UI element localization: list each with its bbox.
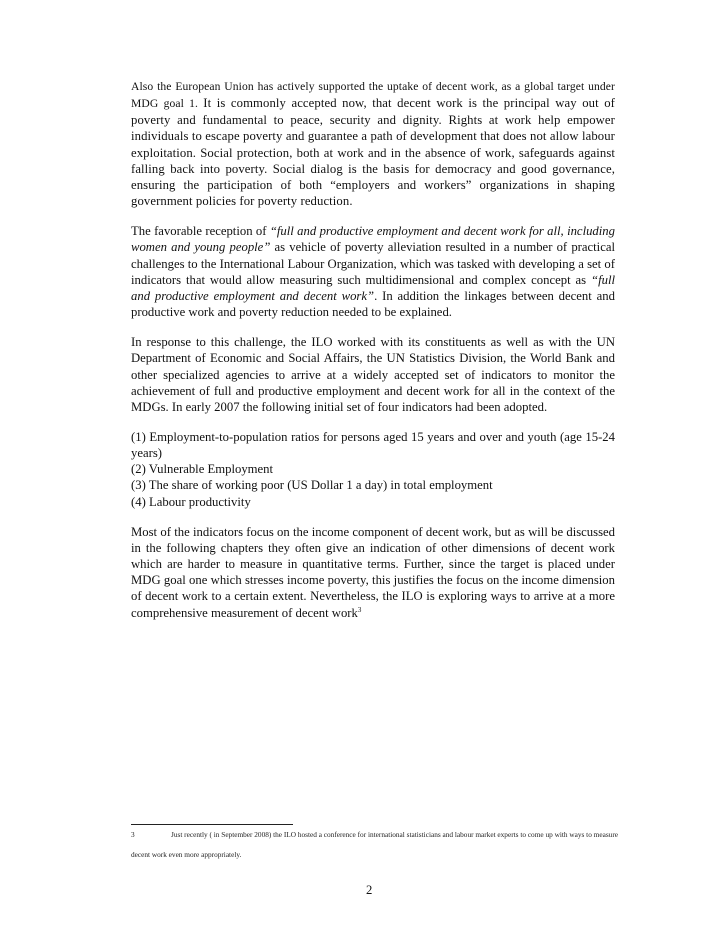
footnote-text: Just recently ( in September 2008) the ILO hosted a conference for international statisticians and labour market experts to come up with ways to measure decent work even more appropriately. xyxy=(131,830,618,859)
paragraph-text: Also the European Union has actively supported the uptake of decent work, as a global target under MDG goal 1. xyxy=(131,80,615,111)
list-item: (2) Vulnerable Employment xyxy=(131,462,274,477)
footnote xyxy=(131,825,631,865)
list-item: (4) Labour productivity xyxy=(131,494,251,509)
paragraph-favorable-reception xyxy=(131,223,615,320)
paragraph-text: It is commonly accepted now, that decent work is the principal way out of poverty and fundamental to peace, security and dignity. Rights at work help empower individuals to escape poverty and guarantee a path of development that does not allow labour exploitation. Social protection, both at work and in the absence of work, safeguards against falling back into poverty. Social dialog is the basis for democracy and good governance, ensuring the participation of both “employers and workers” organizations in shaping government policies for poverty reduction. xyxy=(131,96,616,209)
paragraph-text: as vehicle of poverty alleviation resulted in a number of practical challenges to the International Labour Organization, which was tasked with developing a set of indicators that would allow measuring such multidimensional and complex concept as xyxy=(131,240,615,287)
footnote-number: 3 xyxy=(131,830,135,839)
paragraph-eu-decent-work xyxy=(131,78,615,209)
page-number: 2 xyxy=(366,883,373,897)
paragraph-closing xyxy=(131,524,615,621)
paragraph-text: The favorable reception of xyxy=(131,224,270,239)
list-item: (1) Employment-to-population ratios for persons aged 15 years and over and youth (age 15-24 years) xyxy=(131,429,615,461)
indicator-list xyxy=(131,429,615,510)
list-item: (3) The share of working poor (US Dollar 1 a day) in total employment xyxy=(131,478,493,493)
body-text xyxy=(131,78,615,635)
paragraph-text: Most of the indicators focus on the income component of decent work, but as will be discussed in the following chapters they often give an indication of other dimensions of decent work which are harder to measure in quantitative terms. Further, since the target is placed under MDG goal one which stresses income poverty, this justifies the focus on the income dimension of decent work to a certain extent. Nevertheless, the ILO is exploring ways to arrive at a more comprehensive measurement of decent work xyxy=(131,524,615,620)
italic-quote: “full and productive employment and decent work” xyxy=(131,272,615,303)
paragraph-text: . In addition the linkages between decent and productive work and poverty reduction needed to be explained. xyxy=(131,288,615,320)
italic-quote: “full and productive employment and decent work for all, including women and young people” xyxy=(131,224,615,255)
paragraph-ilo-response: In response to this challenge, the ILO worked with its constituents as well as with the UN Department of Economic and Social Affairs, the UN Statistics Division, the World Bank and other specialized agencies to arrive at a widely accepted set of indicators to monitor the achievement of full and productive employment and decent work for all in the context of the MDGs. In early 2007 the following initial set of four indicators had been adopted. xyxy=(131,335,615,414)
footnote-reference: 3 xyxy=(357,605,362,614)
